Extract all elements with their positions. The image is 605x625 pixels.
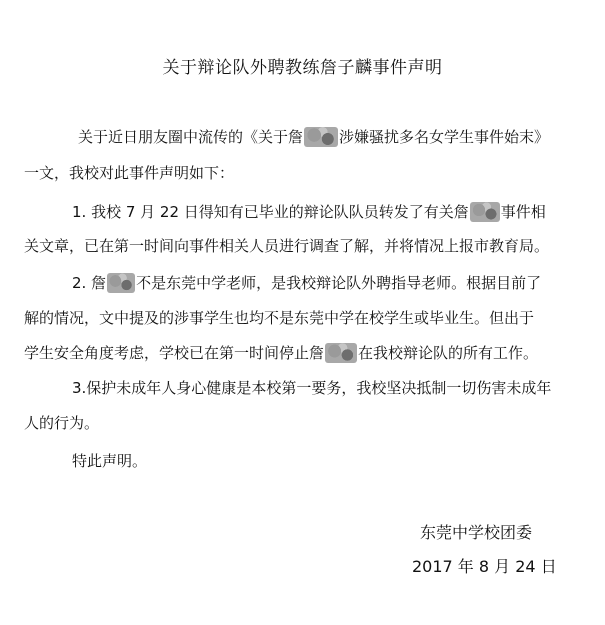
closing-statement: 特此声明。 <box>72 452 148 470</box>
redacted-name-mark <box>304 127 338 147</box>
item-1-line-2: 关文章，已在第一时间向事件相关人员进行调查了解，并将情况上报市教育局。 <box>24 237 550 255</box>
document-title: 关于辩论队外聘教练詹子麟事件声明 <box>162 58 443 78</box>
item-2-line-1-end: 不是东莞中学老师，是我校辩论队外聘指导老师。根据目前了 <box>136 274 542 292</box>
redacted-name-mark <box>325 343 357 363</box>
item-3-line-1: 3.保护未成年人身心健康是本校第一要务，我校坚决抵制一切伤害未成年 <box>72 379 552 397</box>
redacted-name-mark <box>107 273 135 293</box>
item-2-line-3-start: 学生安全角度考虑，学校已在第一时间停止詹 <box>24 344 325 362</box>
item-2-line-1-start: 2. 詹 <box>72 274 107 292</box>
intro-line-1 <box>78 126 549 148</box>
intro-line-2: 一文，我校对此事件声明如下： <box>24 164 235 182</box>
item-2-line-2: 解的情况，文中提及的涉事学生也均不是东莞中学在校学生或毕业生。但出于 <box>24 309 535 327</box>
signature-date: 2017 年 8 月 24 日 <box>412 557 557 576</box>
item-2-line-3-end: 在我校辩论队的所有工作。 <box>358 344 539 362</box>
item-1-line-1 <box>72 201 546 223</box>
signature-organization: 东莞中学校团委 <box>420 523 533 542</box>
intro-line-1-end: 涉嫌骚扰多名女学生事件始末》 <box>339 128 550 146</box>
item-2-line-1 <box>72 272 541 294</box>
item-2-line-3 <box>24 342 538 364</box>
item-3-line-2: 人的行为。 <box>24 414 100 432</box>
redacted-name-mark <box>470 202 500 222</box>
intro-line-1-start: 关于近日朋友圈中流传的《关于詹 <box>78 128 304 146</box>
item-1-line-1-start: 1. 我校 7 月 22 日得知有已毕业的辩论队队员转发了有关詹 <box>72 203 469 221</box>
item-1-line-1-end: 事件相 <box>500 203 546 221</box>
